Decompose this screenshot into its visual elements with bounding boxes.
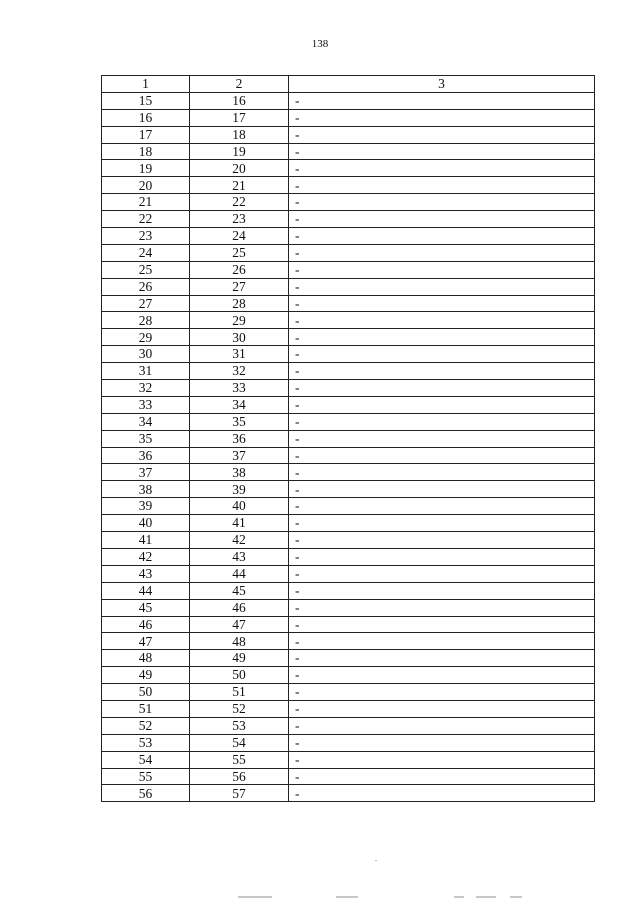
- table-cell-col-1: 18: [102, 143, 190, 160]
- table-cell-col-2: 33: [190, 380, 289, 397]
- table-cell-col-3: -: [289, 143, 595, 160]
- table-cell-col-2: 52: [190, 700, 289, 717]
- footer-scan-artifact: [238, 896, 528, 900]
- table-cell-col-3: -: [289, 396, 595, 413]
- table-cell-col-1: 26: [102, 278, 190, 295]
- table-cell-col-1: 41: [102, 532, 190, 549]
- table-row: [102, 700, 595, 717]
- table-cell-col-2: 39: [190, 481, 289, 498]
- table-cell-col-1: 32: [102, 380, 190, 397]
- table-row: [102, 548, 595, 565]
- table-row: [102, 295, 595, 312]
- table-cell-col-1: 51: [102, 700, 190, 717]
- table-cell-col-3: -: [289, 734, 595, 751]
- table-cell-col-1: 29: [102, 329, 190, 346]
- table-header-row: [102, 76, 595, 93]
- table-cell-col-2: 32: [190, 363, 289, 380]
- table-row: [102, 582, 595, 599]
- table-row: [102, 751, 595, 768]
- table-cell-col-2: 46: [190, 599, 289, 616]
- data-table: [101, 75, 595, 802]
- table-cell-col-1: 21: [102, 194, 190, 211]
- table-cell-col-2: 53: [190, 717, 289, 734]
- table-row: [102, 177, 595, 194]
- table-cell-col-3: -: [289, 126, 595, 143]
- table-cell-col-2: 54: [190, 734, 289, 751]
- table-cell-col-3: -: [289, 278, 595, 295]
- table-cell-col-1: 46: [102, 616, 190, 633]
- table-row: [102, 616, 595, 633]
- table-cell-col-1: 45: [102, 599, 190, 616]
- table-row: [102, 380, 595, 397]
- table-cell-col-2: 43: [190, 548, 289, 565]
- table-cell-col-1: 52: [102, 717, 190, 734]
- table-row: [102, 228, 595, 245]
- table-cell-col-3: -: [289, 160, 595, 177]
- table-row: [102, 413, 595, 430]
- table-cell-col-3: -: [289, 261, 595, 278]
- table-cell-col-1: 38: [102, 481, 190, 498]
- table-cell-col-3: -: [289, 481, 595, 498]
- table-row: [102, 143, 595, 160]
- table-row: [102, 126, 595, 143]
- table-cell-col-3: -: [289, 650, 595, 667]
- table-cell-col-3: -: [289, 109, 595, 126]
- table-cell-col-1: 53: [102, 734, 190, 751]
- table-cell-col-3: -: [289, 312, 595, 329]
- table-cell-col-2: 48: [190, 633, 289, 650]
- table-cell-col-2: 16: [190, 92, 289, 109]
- table-cell-col-1: 48: [102, 650, 190, 667]
- table-cell-col-3: -: [289, 667, 595, 684]
- table-row: [102, 599, 595, 616]
- table-row: [102, 261, 595, 278]
- table-cell-col-3: -: [289, 751, 595, 768]
- table-cell-col-1: 37: [102, 464, 190, 481]
- table-cell-col-2: 28: [190, 295, 289, 312]
- table-cell-col-3: -: [289, 498, 595, 515]
- table-cell-col-3: -: [289, 633, 595, 650]
- table-cell-col-2: 22: [190, 194, 289, 211]
- table-cell-col-1: 17: [102, 126, 190, 143]
- table-cell-col-3: -: [289, 785, 595, 802]
- table-cell-col-1: 47: [102, 633, 190, 650]
- table-cell-col-2: 57: [190, 785, 289, 802]
- table-cell-col-3: -: [289, 430, 595, 447]
- table-cell-col-3: -: [289, 380, 595, 397]
- table-row: [102, 92, 595, 109]
- table-cell-col-3: -: [289, 228, 595, 245]
- table-cell-col-2: 51: [190, 684, 289, 701]
- table-cell-col-3: -: [289, 464, 595, 481]
- table-cell-col-2: 34: [190, 396, 289, 413]
- table-cell-col-2: 49: [190, 650, 289, 667]
- scan-speck: [375, 860, 377, 861]
- table-cell-col-1: 34: [102, 413, 190, 430]
- table-cell-col-3: -: [289, 599, 595, 616]
- table-cell-col-1: 54: [102, 751, 190, 768]
- table-cell-col-2: 50: [190, 667, 289, 684]
- column-header-2: 2: [190, 76, 289, 93]
- table-cell-col-1: 28: [102, 312, 190, 329]
- table-cell-col-3: -: [289, 329, 595, 346]
- table-cell-col-2: 29: [190, 312, 289, 329]
- table-cell-col-3: -: [289, 532, 595, 549]
- table-cell-col-1: 30: [102, 346, 190, 363]
- table-cell-col-3: -: [289, 684, 595, 701]
- table-row: [102, 430, 595, 447]
- table-cell-col-1: 22: [102, 211, 190, 228]
- table-row: [102, 278, 595, 295]
- table-cell-col-2: 19: [190, 143, 289, 160]
- table-cell-col-3: -: [289, 768, 595, 785]
- table-cell-col-1: 39: [102, 498, 190, 515]
- table-cell-col-2: 35: [190, 413, 289, 430]
- table-cell-col-1: 50: [102, 684, 190, 701]
- table-cell-col-2: 56: [190, 768, 289, 785]
- table-row: [102, 396, 595, 413]
- table-cell-col-2: 42: [190, 532, 289, 549]
- table-cell-col-1: 15: [102, 92, 190, 109]
- table-cell-col-1: 43: [102, 565, 190, 582]
- table-row: [102, 211, 595, 228]
- table-cell-col-1: 35: [102, 430, 190, 447]
- table-cell-col-2: 25: [190, 244, 289, 261]
- table-cell-col-2: 27: [190, 278, 289, 295]
- table-row: [102, 464, 595, 481]
- table-cell-col-3: -: [289, 616, 595, 633]
- table-row: [102, 329, 595, 346]
- table-cell-col-3: -: [289, 92, 595, 109]
- table-row: [102, 667, 595, 684]
- table-cell-col-3: -: [289, 515, 595, 532]
- table-cell-col-1: 36: [102, 447, 190, 464]
- table-cell-col-2: 24: [190, 228, 289, 245]
- table-cell-col-1: 27: [102, 295, 190, 312]
- table-row: [102, 244, 595, 261]
- table-cell-col-3: -: [289, 244, 595, 261]
- table-cell-col-2: 47: [190, 616, 289, 633]
- table-cell-col-2: 30: [190, 329, 289, 346]
- table-cell-col-1: 56: [102, 785, 190, 802]
- table-cell-col-3: -: [289, 700, 595, 717]
- table-cell-col-3: -: [289, 582, 595, 599]
- table-row: [102, 633, 595, 650]
- table-row: [102, 109, 595, 126]
- table-row: [102, 160, 595, 177]
- table-cell-col-3: -: [289, 194, 595, 211]
- table-row: [102, 346, 595, 363]
- table-cell-col-2: 41: [190, 515, 289, 532]
- table-cell-col-1: 40: [102, 515, 190, 532]
- table-cell-col-3: -: [289, 717, 595, 734]
- table-cell-col-1: 20: [102, 177, 190, 194]
- table-cell-col-3: -: [289, 548, 595, 565]
- table-row: [102, 363, 595, 380]
- table-cell-col-3: -: [289, 177, 595, 194]
- table-cell-col-2: 36: [190, 430, 289, 447]
- table-cell-col-1: 19: [102, 160, 190, 177]
- table-cell-col-1: 49: [102, 667, 190, 684]
- table-cell-col-2: 38: [190, 464, 289, 481]
- column-header-3: 3: [289, 76, 595, 93]
- table-cell-col-2: 26: [190, 261, 289, 278]
- table-cell-col-2: 55: [190, 751, 289, 768]
- table-row: [102, 650, 595, 667]
- table-cell-col-3: -: [289, 295, 595, 312]
- table-cell-col-2: 20: [190, 160, 289, 177]
- table-cell-col-2: 45: [190, 582, 289, 599]
- table-cell-col-1: 33: [102, 396, 190, 413]
- table-row: [102, 515, 595, 532]
- table-cell-col-2: 23: [190, 211, 289, 228]
- table-body: [102, 92, 595, 801]
- table-cell-col-2: 40: [190, 498, 289, 515]
- table-row: [102, 312, 595, 329]
- table-cell-col-3: -: [289, 565, 595, 582]
- table-cell-col-2: 37: [190, 447, 289, 464]
- table-cell-col-2: 31: [190, 346, 289, 363]
- table-cell-col-2: 44: [190, 565, 289, 582]
- table-cell-col-1: 25: [102, 261, 190, 278]
- table-cell-col-1: 23: [102, 228, 190, 245]
- table-row: [102, 481, 595, 498]
- table-cell-col-1: 24: [102, 244, 190, 261]
- table-row: [102, 565, 595, 582]
- table-row: [102, 532, 595, 549]
- table-row: [102, 785, 595, 802]
- table-cell-col-1: 42: [102, 548, 190, 565]
- table-cell-col-3: -: [289, 211, 595, 228]
- table-cell-col-1: 44: [102, 582, 190, 599]
- table-cell-col-1: 31: [102, 363, 190, 380]
- table-cell-col-1: 16: [102, 109, 190, 126]
- table-row: [102, 684, 595, 701]
- table-cell-col-1: 55: [102, 768, 190, 785]
- table-row: [102, 734, 595, 751]
- table-cell-col-3: -: [289, 447, 595, 464]
- page-number: 138: [311, 38, 329, 50]
- table-cell-col-2: 21: [190, 177, 289, 194]
- table-row: [102, 717, 595, 734]
- table-row: [102, 194, 595, 211]
- table-row: [102, 498, 595, 515]
- table-row: [102, 447, 595, 464]
- table-cell-col-3: -: [289, 346, 595, 363]
- table-cell-col-2: 18: [190, 126, 289, 143]
- table-row: [102, 768, 595, 785]
- table-cell-col-3: -: [289, 363, 595, 380]
- table-cell-col-2: 17: [190, 109, 289, 126]
- table-cell-col-3: -: [289, 413, 595, 430]
- column-header-1: 1: [102, 76, 190, 93]
